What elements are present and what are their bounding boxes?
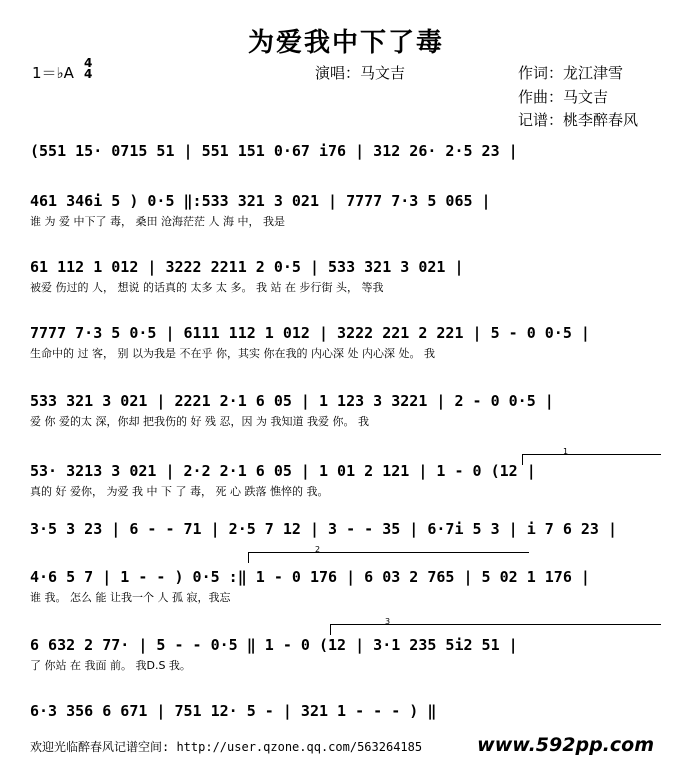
composer-credit: 作曲：马文吉 (518, 88, 609, 106)
notes-line: (551 15· 0715 51 | 551 151 0·67 i76 | 312 26· 2·5 23 | (30, 142, 518, 160)
volta-label: 2 (315, 545, 321, 554)
lyrics-line: 谁 为 爱 中下了 毒， 桑田 沧海茫茫 人 海 中， 我是 (30, 215, 285, 228)
notes-line: 3·5 3 23 | 6 - - 71 | 2·5 7 12 | 3 - - 35 | 6·7i 5 3 | i 7 6 23 | (30, 520, 617, 538)
meter-bottom: 4 (84, 67, 93, 81)
volta-label: 3 (385, 617, 391, 626)
lyrics-line (30, 164, 662, 180)
lyricist-credit: 作词：龙江津雪 (518, 64, 624, 82)
notes-line: 6·3 356 6 671 | 751 12· 5 - | 321 1 - - - ) ‖ (30, 702, 437, 720)
notes-line: 533 321 3 021 | 2221 2·1 6 05 | 1 123 3 3221 | 2 - 0 0·5 | (30, 392, 554, 410)
notes-line: 7777 7·3 5 0·5 | 6111 112 1 012 | 3222 221 2 221 | 5 - 0 0·5 | (30, 324, 590, 342)
notes-line: 61 112 1 012 | 3222 2211 2 0·5 | 533 321 3 021 | (30, 258, 464, 276)
lyrics-line: 谁 我。 怎么 能 让我一个 人 孤 寂，我忘 (30, 591, 231, 604)
lyrics-line: 真的 好 爱你， 为爱 我 中 下 了 毒， 死 心 跌落 憔悴的 我。 (30, 485, 329, 498)
song-title: 为爱我中下了毒 (247, 28, 444, 58)
notes-line: 461 346i 5 ) 0·5 ‖:533 321 3 021 | 7777 7·3 5 065 | (30, 192, 491, 210)
key-signature: 1＝♭A (32, 64, 74, 82)
notes-line: 4·6 5 7 | 1 - - ) 0·5 :‖ 1 - 0 176 | 6 03 2 765 | 5 02 1 176 | (30, 568, 590, 586)
singer-credit: 演唱：马文吉 (315, 64, 406, 82)
meter-top: 4 (84, 56, 93, 70)
lyrics-line: 被爱 伤过的 人， 想说 的话真的 太多 太 多。 我 站 在 步行街 头， 等我 (30, 281, 384, 294)
transcriber-credit: 记谱：桃李醉春风 (518, 111, 639, 129)
time-signature (84, 58, 92, 80)
footer-link-text: 欢迎光临醉春风记谱空间: http://user.qzone.qq.com/563264185 (30, 740, 423, 754)
lyrics-line: 生命中的 过 客， 别 以为我是 不在乎 你，其实 你在我的 内心深 处 内心深 处。 我 (30, 347, 435, 360)
site-watermark: www.592pp.com (477, 734, 654, 756)
volta-bracket-2 (248, 545, 529, 563)
lyrics-line: 爱 你 爱的太 深，你却 把我伤的 好 残 忍，因 为 我知道 我爱 你。 我 (30, 415, 369, 428)
notes-line: 6 632 2 77· | 5 - - 0·5 ‖ 1 - 0 (12 | 3·1 235 5i2 51 | (30, 636, 518, 654)
lyrics-line: 了 你站 在 我面 前。 我D.S 我。 (30, 659, 191, 672)
volta-label: 1 (563, 447, 569, 456)
notes-line: 53· 3213 3 021 | 2·2 2·1 6 05 | 1 01 2 121 | 1 - 0 (12 | (30, 462, 536, 480)
